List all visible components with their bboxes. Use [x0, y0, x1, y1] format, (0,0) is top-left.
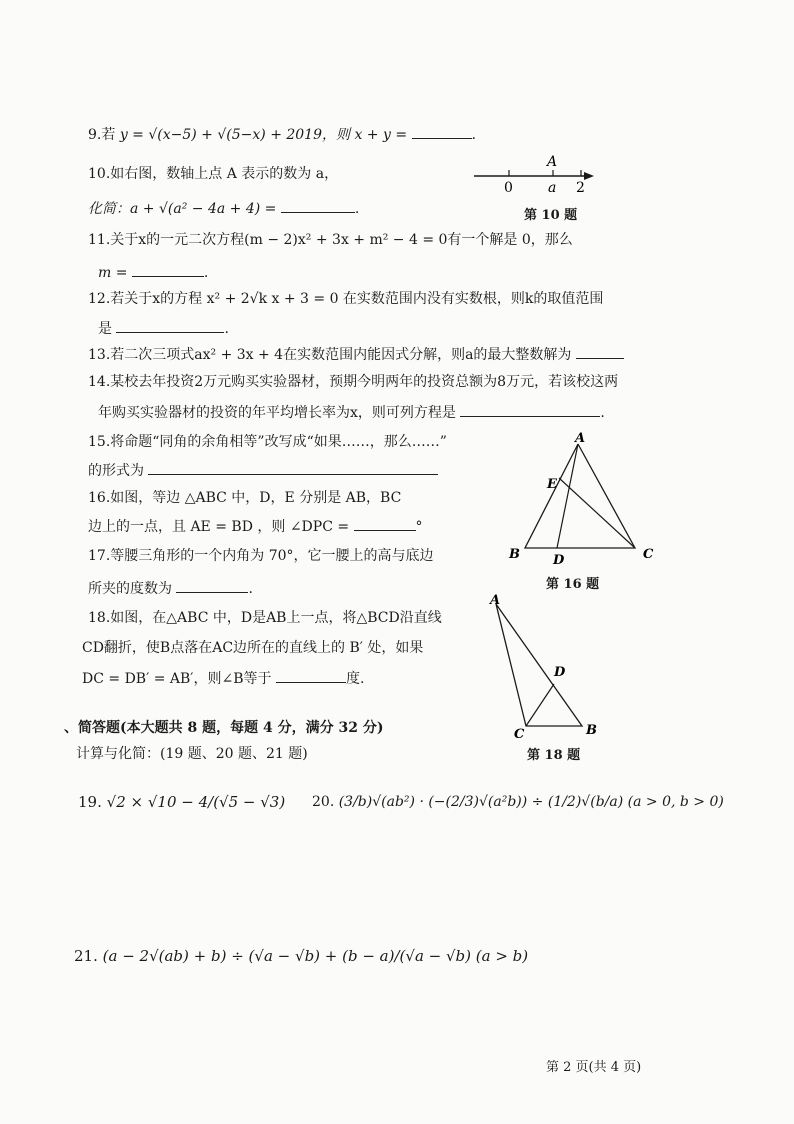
caption-fig-16: 第 16 题 — [546, 577, 600, 592]
question-18-line2: CD翻折，使B点落在AC边所在的直线上的 B′ 处，如果 — [82, 640, 424, 656]
question-18-line1: 18.如图，在△ABC 中，D是AB上一点，将△BCD沿直线 — [88, 610, 442, 626]
q15-answer-blank[interactable] — [148, 460, 438, 475]
triangle-abc-18 — [496, 604, 582, 726]
segment-ad — [557, 444, 578, 548]
q14-answer-blank[interactable] — [460, 402, 600, 417]
question-20 — [312, 792, 724, 812]
q13-answer-blank[interactable] — [576, 344, 624, 359]
triangle-figure-16 — [505, 430, 655, 570]
question-10-line2 — [88, 198, 359, 219]
question-9 — [88, 124, 476, 145]
q18-text: DC = DB′ = AB′，则∠B等于 — [82, 671, 272, 687]
number-line-figure — [470, 150, 600, 196]
q9-prefix: 9.若 — [88, 127, 116, 143]
q12-end: . — [224, 321, 229, 337]
section-subtitle: 计算与化简：(19 题、20 题、21 题) — [76, 746, 308, 762]
question-18-line3 — [82, 668, 364, 689]
q13-text: 13.若二次三项式ax² + 3x + 4在实数范围内能因式分解，则a的最大整数解为 — [88, 347, 572, 363]
q14-end: . — [600, 405, 605, 421]
q18-answer-blank[interactable] — [276, 668, 346, 683]
question-14-line2 — [98, 402, 605, 423]
caption-fig-10: 第 10 题 — [524, 208, 578, 223]
q11-m: m = — [98, 265, 128, 281]
q9-answer-blank[interactable] — [412, 124, 472, 139]
q11-answer-blank[interactable] — [132, 262, 204, 277]
label-b: B — [509, 547, 520, 562]
label-a: A — [575, 431, 586, 446]
point-label-a-upper: A — [547, 154, 558, 170]
question-16-line2 — [88, 516, 423, 537]
q20-expression: (3/b)√(ab²) · (−(2/3)√(a²b)) ÷ (1/2)√(b/a) (a > 0, b > 0) — [338, 794, 724, 810]
question-14-line1: 14.某校去年投资2万元购买实验器材，预期今明两年的投资总额为8万元，若该校这两 — [88, 374, 619, 390]
q9-end: . — [471, 127, 476, 143]
label-c-18: C — [514, 727, 525, 740]
question-13 — [88, 344, 624, 365]
caption-fig-18: 第 18 题 — [527, 748, 581, 763]
q15-text: 的形式为 — [88, 463, 144, 479]
label-c: C — [643, 547, 654, 562]
question-17-line2 — [88, 578, 253, 599]
label-d: D — [553, 553, 565, 568]
question-15-line1: 15.将命题“同角的余角相等”改写成“如果……，那么……” — [88, 434, 447, 450]
axis-label-0: 0 — [504, 180, 513, 196]
segment-ec — [559, 478, 635, 548]
q21-number: 21. — [74, 947, 98, 965]
q9-expression: y = √(x−5) + √(5−x) + 2019，则 x + y = — [119, 127, 408, 143]
q11-end: . — [203, 265, 209, 281]
question-16-line1: 16.如图，等边 △ABC 中，D，E 分别是 AB，BC — [88, 490, 402, 506]
question-10-line1: 10.如右图，数轴上点 A 表示的数为 a， — [88, 166, 339, 182]
q16-end: ° — [415, 519, 423, 535]
question-11-line1: 11.关于x的一元二次方程(m − 2)x² + 3x + m² − 4 = 0有一个解是 0，那么 — [88, 232, 573, 248]
q10-answer-blank[interactable] — [281, 198, 355, 213]
axis-label-a: a — [548, 180, 557, 196]
q20-number: 20. — [312, 794, 335, 810]
q16-answer-blank[interactable] — [354, 516, 416, 531]
q12-label: 是 — [98, 321, 112, 337]
question-15-line2 — [88, 460, 438, 481]
question-12-line2 — [98, 318, 229, 339]
label-a-18: A — [490, 593, 501, 608]
axis-label-2: 2 — [576, 180, 585, 196]
question-11-line2 — [98, 262, 208, 283]
number-line-arrow — [584, 172, 594, 180]
page-footer: 第 2 页(共 4 页) — [546, 1060, 642, 1075]
question-12-line1: 12.若关于x的方程 x² + 2√k x + 3 = 0 在实数范围内没有实数根，则k的取值范围 — [88, 291, 604, 307]
q19-number: 19. — [78, 793, 102, 811]
q18-end: 度. — [345, 671, 365, 687]
q19-expression: √2 × √10 − 4/(√5 − √3) — [106, 793, 286, 811]
label-d-18: D — [554, 665, 566, 680]
q17-answer-blank[interactable] — [176, 578, 248, 593]
question-19 — [78, 792, 285, 812]
q21-expression: (a − 2√(ab) + b) ÷ (√a − √b) + (b − a)/(√a − √b) (a > b) — [102, 947, 529, 965]
segment-cd — [526, 684, 554, 726]
q12-answer-blank[interactable] — [116, 318, 224, 333]
question-17-line1: 17.等腰三角形的一个内角为 70°，它一腰上的高与底边 — [88, 548, 434, 564]
label-e: E — [547, 477, 557, 492]
q17-end: . — [248, 581, 253, 597]
q16-text: 边上的一点，且 AE = BD ，则 ∠DPC = — [88, 519, 350, 535]
label-b-18: B — [586, 723, 597, 738]
q17-text: 所夹的度数为 — [88, 581, 172, 597]
question-21 — [74, 946, 528, 966]
q10-expression: 化简：a + √(a² − 4a + 4) = — [88, 201, 277, 217]
triangle-figure-18 — [482, 590, 602, 740]
q14-text: 年购买实验器材的投资的年平均增长率为x，则可列方程是 — [98, 405, 456, 421]
q10-end: . — [354, 201, 360, 217]
section-title: 、简答题(本大题共 8 题，每题 4 分，满分 32 分) — [64, 720, 384, 736]
